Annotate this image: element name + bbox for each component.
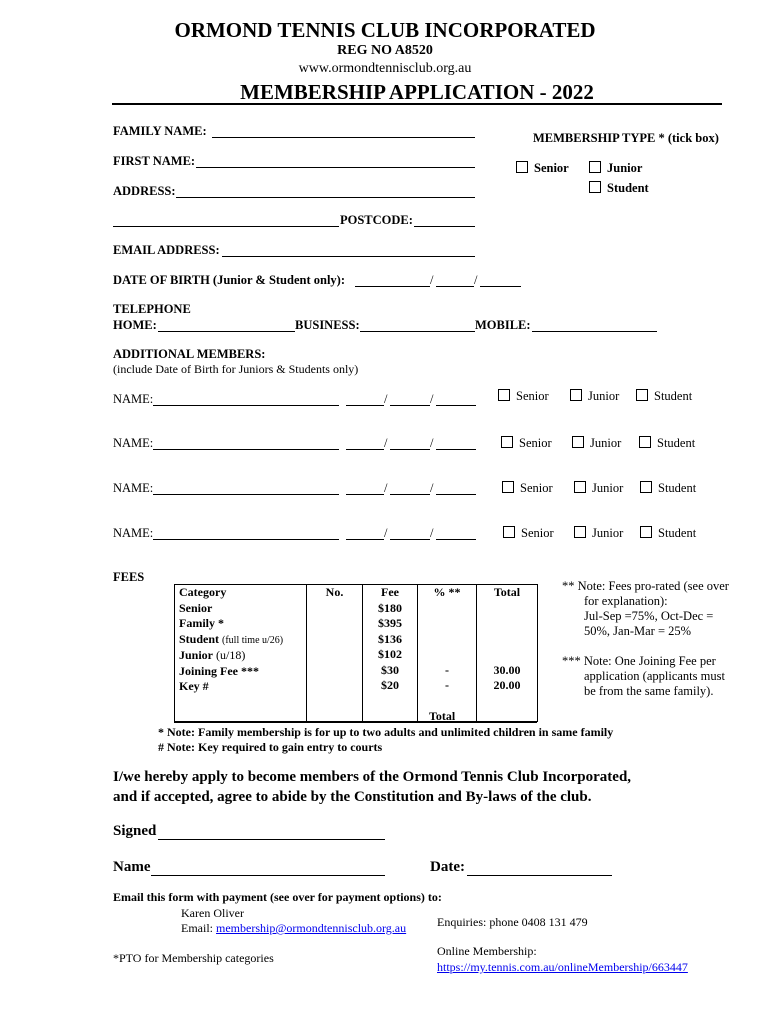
postcode-field[interactable] — [414, 226, 475, 227]
business-phone-label: BUSINESS: — [295, 318, 360, 332]
dob-separator: / — [384, 392, 388, 406]
checkbox-icon[interactable] — [574, 481, 586, 493]
fees-label: FEES — [113, 570, 145, 584]
fees-amount-value: $395 — [378, 616, 402, 630]
mobile-phone-field[interactable] — [532, 331, 657, 332]
fees-percent-value: - — [445, 662, 449, 677]
address-field[interactable] — [176, 197, 475, 198]
fees-total-value: 30.00 — [493, 662, 521, 677]
email-instructions: Email this form with payment (see over for payment options) to: — [113, 890, 442, 904]
additional-name-label: NAME: — [113, 526, 154, 540]
family-name-label: FAMILY NAME: — [113, 124, 207, 138]
additional-members-note: (include Date of Birth for Juniors & Students only) — [113, 362, 359, 376]
declaration-line-1: I/we hereby apply to become members of the Ormond Tennis Club Incorporated, — [113, 769, 632, 785]
date-field[interactable] — [467, 875, 612, 876]
contact-name: Karen Oliver — [181, 906, 244, 920]
additional-junior-option[interactable]: Junior — [570, 389, 619, 404]
additional-dob-year-field[interactable] — [436, 405, 476, 406]
key-note: # Note: Key required to gain entry to courts — [158, 740, 383, 754]
membership-email-link[interactable]: membership@ormondtennisclub.org.au — [216, 921, 407, 935]
fees-total-header: Total — [493, 585, 521, 599]
fees-amount-value: $136 — [378, 631, 402, 646]
fees-amount-value: $180 — [378, 600, 402, 615]
fees-category-header: Category — [179, 585, 227, 599]
signed-label: Signed — [113, 823, 157, 839]
additional-name-label: NAME: — [113, 436, 154, 450]
membership-senior-option[interactable]: Senior — [516, 161, 569, 176]
dob-day-field[interactable] — [355, 286, 430, 287]
fees-amount-value: $30 — [381, 662, 399, 677]
pto-note: *PTO for Membership categories — [113, 951, 274, 965]
fees-category-item: Key # — [179, 679, 209, 693]
dob-separator: / — [384, 481, 388, 495]
dob-separator: / — [430, 481, 434, 495]
dob-separator: / — [430, 392, 434, 406]
additional-name-field[interactable] — [153, 405, 339, 406]
checkbox-icon[interactable] — [502, 481, 514, 493]
family-name-field[interactable] — [212, 137, 475, 138]
fees-amount-value: $102 — [378, 647, 402, 661]
additional-senior-option[interactable]: Senior — [502, 481, 553, 496]
applicant-name-field[interactable] — [151, 875, 385, 876]
checkbox-icon[interactable] — [570, 389, 582, 401]
home-phone-field[interactable] — [158, 331, 295, 332]
fees-percent-header: % ** — [433, 585, 461, 599]
fees-total-column[interactable] — [477, 585, 538, 722]
fees-percent-value: - — [445, 678, 449, 692]
family-membership-note: * Note: Family membership is for up to two adults and unlimited children in same family — [158, 725, 614, 739]
additional-dob-day-field[interactable] — [346, 405, 384, 406]
fees-category-column — [175, 585, 307, 722]
fees-category-item: Junior (u/18) — [179, 648, 246, 662]
fees-table — [174, 584, 538, 722]
additional-name-label: NAME: — [113, 481, 154, 495]
email-label: EMAIL ADDRESS: — [113, 243, 220, 257]
enquiries-phone: Enquiries: phone 0408 131 479 — [437, 915, 588, 929]
fees-grand-total-label: Total — [429, 709, 456, 723]
business-phone-field[interactable] — [360, 331, 475, 332]
additional-student-option[interactable]: Student — [639, 436, 695, 451]
fees-amount-column — [363, 585, 418, 722]
fees-category-item: Family * — [179, 616, 224, 630]
contact-email: Email: membership@ormondtennisclub.org.au — [181, 921, 407, 935]
additional-dob-day-field[interactable] — [346, 539, 384, 540]
fees-number-header: No. — [325, 585, 344, 599]
additional-dob-month-field[interactable] — [390, 405, 430, 406]
additional-name-field[interactable] — [153, 449, 339, 450]
additional-dob-month-field[interactable] — [390, 494, 430, 495]
fees-category-item: Joining Fee *** — [179, 663, 259, 678]
additional-name-label: NAME: — [113, 392, 154, 406]
dob-year-field[interactable] — [480, 286, 521, 287]
additional-dob-year-field[interactable] — [436, 539, 476, 540]
online-membership-link[interactable]: https://my.tennis.com.au/onlineMembership/663447 — [437, 960, 688, 974]
additional-senior-option[interactable]: Senior — [498, 389, 549, 404]
checkbox-icon[interactable] — [640, 526, 652, 538]
fees-category-item: Student (full time u/26) — [179, 631, 284, 646]
club-website: www.ormondtennisclub.org.au — [298, 61, 472, 76]
dob-separator: / — [384, 526, 388, 540]
first-name-field[interactable] — [196, 167, 475, 168]
checkbox-icon[interactable] — [516, 161, 528, 173]
additional-members-heading: ADDITIONAL MEMBERS: — [113, 347, 266, 361]
additional-name-field[interactable] — [153, 539, 339, 540]
additional-dob-month-field[interactable] — [390, 449, 430, 450]
checkbox-icon[interactable] — [503, 526, 515, 538]
address-line-2-field[interactable] — [113, 226, 339, 227]
checkbox-icon[interactable] — [639, 436, 651, 448]
prorate-note: ** Note: Fees pro-rated (see over for explanation): Jul-Sep =75%, Oct-Dec = 50%, Jan-Mar = 25% — [562, 579, 729, 638]
additional-junior-option[interactable]: Junior — [574, 481, 623, 496]
first-name-label: FIRST NAME: — [113, 154, 196, 168]
additional-senior-option[interactable]: Senior — [503, 526, 554, 541]
additional-student-option[interactable]: Student — [640, 481, 696, 496]
declaration-line-2: and if accepted, agree to abide by the Constitution and By-laws of the club. — [113, 789, 592, 805]
additional-senior-option[interactable]: Senior — [501, 436, 552, 451]
dob-label: DATE OF BIRTH (Junior & Student only): — [113, 273, 346, 287]
checkbox-icon[interactable] — [501, 436, 513, 448]
fees-table-row — [175, 585, 538, 722]
additional-student-option[interactable]: Student — [640, 526, 696, 541]
dob-separator: / — [430, 526, 434, 540]
checkbox-icon[interactable] — [589, 181, 601, 193]
checkbox-icon[interactable] — [498, 389, 510, 401]
checkbox-icon[interactable] — [574, 526, 586, 538]
fees-table-bottom-border — [174, 722, 537, 723]
membership-junior-option[interactable]: Junior — [589, 161, 642, 176]
email-field[interactable] — [222, 256, 475, 257]
applicant-name-label: Name — [113, 859, 151, 875]
membership-type-heading: MEMBERSHIP TYPE * (tick box) — [533, 131, 719, 145]
additional-dob-day-field[interactable] — [346, 494, 384, 495]
title-rule — [112, 103, 722, 105]
dob-separator: / — [430, 436, 434, 450]
signature-field[interactable] — [158, 839, 385, 840]
fees-amount-value: $20 — [381, 678, 399, 692]
additional-junior-option[interactable]: Junior — [574, 526, 623, 541]
additional-dob-day-field[interactable] — [346, 449, 384, 450]
fees-category-item: Senior — [179, 600, 213, 615]
additional-student-option[interactable]: Student — [636, 389, 692, 404]
additional-dob-year-field[interactable] — [436, 494, 476, 495]
dob-separator: / — [474, 273, 478, 287]
club-name: ORMOND TENNIS CLUB INCORPORATED — [174, 18, 596, 42]
home-phone-label: HOME: — [113, 318, 157, 332]
checkbox-icon[interactable] — [589, 161, 601, 173]
mobile-phone-label: MOBILE: — [475, 318, 531, 332]
registration-number: REG NO A8520 — [337, 43, 433, 58]
date-label: Date: — [430, 859, 465, 875]
postcode-label: POSTCODE: — [340, 213, 413, 227]
additional-dob-month-field[interactable] — [390, 539, 430, 540]
fees-amount-header: Fee — [381, 585, 399, 599]
dob-separator: / — [430, 273, 434, 287]
telephone-label: TELEPHONE — [113, 302, 191, 316]
additional-junior-option[interactable]: Junior — [572, 436, 621, 451]
form-title: MEMBERSHIP APPLICATION - 2022 — [240, 80, 594, 104]
fees-number-column[interactable] — [307, 585, 363, 722]
fees-total-value: 20.00 — [493, 678, 521, 692]
membership-student-option[interactable]: Student — [589, 181, 649, 196]
address-label: ADDRESS: — [113, 184, 176, 198]
checkbox-icon[interactable] — [640, 481, 652, 493]
additional-dob-year-field[interactable] — [436, 449, 476, 450]
online-membership-label: Online Membership: — [437, 944, 537, 958]
additional-name-field[interactable] — [153, 494, 339, 495]
fees-percent-column[interactable] — [418, 585, 477, 722]
checkbox-icon[interactable] — [572, 436, 584, 448]
dob-separator: / — [384, 436, 388, 450]
dob-month-field[interactable] — [436, 286, 474, 287]
joining-fee-note: *** Note: One Joining Fee per application (applicants must be from the same family). — [562, 654, 725, 698]
checkbox-icon[interactable] — [636, 389, 648, 401]
